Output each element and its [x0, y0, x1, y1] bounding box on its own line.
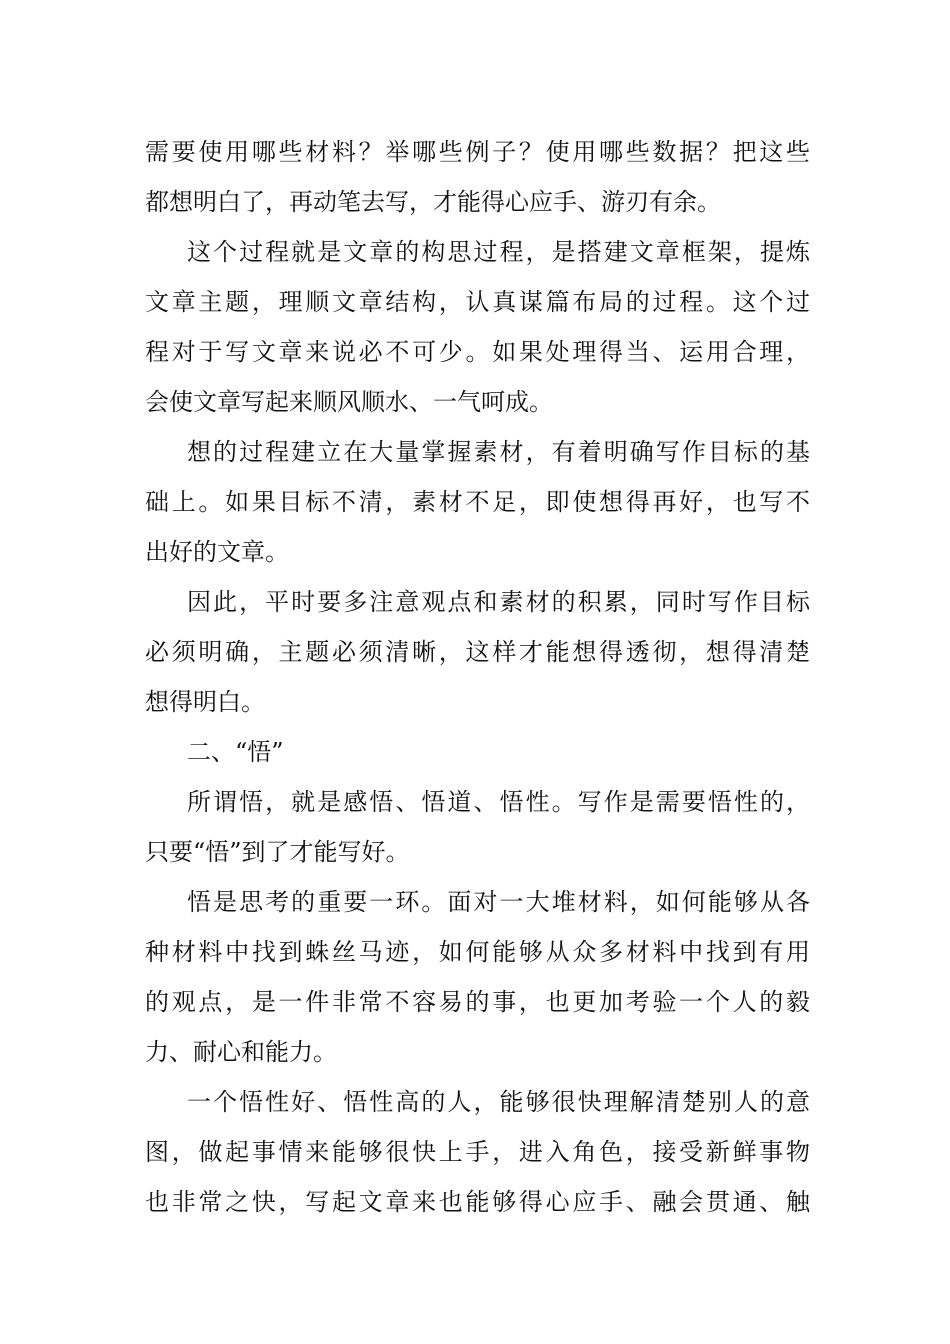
paragraph-first-line: 悟是思考的重要一环。面对一大堆材料，如何能够从各 — [187, 888, 810, 916]
paragraph-first-line: 因此，平时要多注意观点和素材的积累，同时写作目标 — [187, 588, 810, 616]
text-line: 也非常之快，写起文章来也能够得心应手、融会贯通、触 — [145, 1188, 810, 1216]
paragraph-first-line: 这个过程就是文章的构思过程，是搭建文章框架，提炼 — [187, 238, 810, 266]
text-line: 础上。如果目标不清，素材不足，即使想得再好，也写不 — [145, 488, 810, 516]
paragraph-first-line: 想的过程建立在大量掌握素材，有着明确写作目标的基 — [187, 438, 810, 466]
paragraph-first-line: 所谓悟，就是感悟、悟道、悟性。写作是需要悟性的， — [187, 788, 810, 816]
text-line: 都想明白了，再动笔去写，才能得心应手、游刃有余。 — [145, 188, 721, 216]
text-line: 文章主题，理顺文章结构，认真谋篇布局的过程。这个过 — [145, 288, 810, 316]
text-line: 的观点，是一件非常不容易的事，也更加考验一个人的毅 — [145, 988, 810, 1016]
text-line: 需要使用哪些材料？举哪些例子？使用哪些数据？把这些 — [145, 138, 810, 166]
text-line: 力、耐心和能力。 — [145, 1038, 337, 1066]
text-line: 图，做起事情来能够很快上手，进入角色，接受新鲜事物 — [145, 1138, 810, 1166]
text-line: 出好的文章。 — [145, 538, 289, 566]
text-line: 必须明确，主题必须清晰，这样才能想得透彻，想得清楚 — [145, 638, 810, 666]
paragraph-first-line: 一个悟性好、悟性高的人，能够很快理解清楚别人的意 — [187, 1088, 810, 1116]
text-line: 会使文章写起来顺风顺水、一气呵成。 — [145, 388, 553, 416]
text-line: 种材料中找到蛛丝马迹，如何能够从众多材料中找到有用 — [145, 938, 810, 966]
text-line: 想得明白。 — [145, 688, 265, 716]
text-line: 只要“悟”到了才能写好。 — [145, 838, 410, 866]
text-line: 程对于写文章来说必不可少。如果处理得当、运用合理， — [145, 338, 810, 366]
section-heading: 二、“悟” — [187, 738, 284, 766]
